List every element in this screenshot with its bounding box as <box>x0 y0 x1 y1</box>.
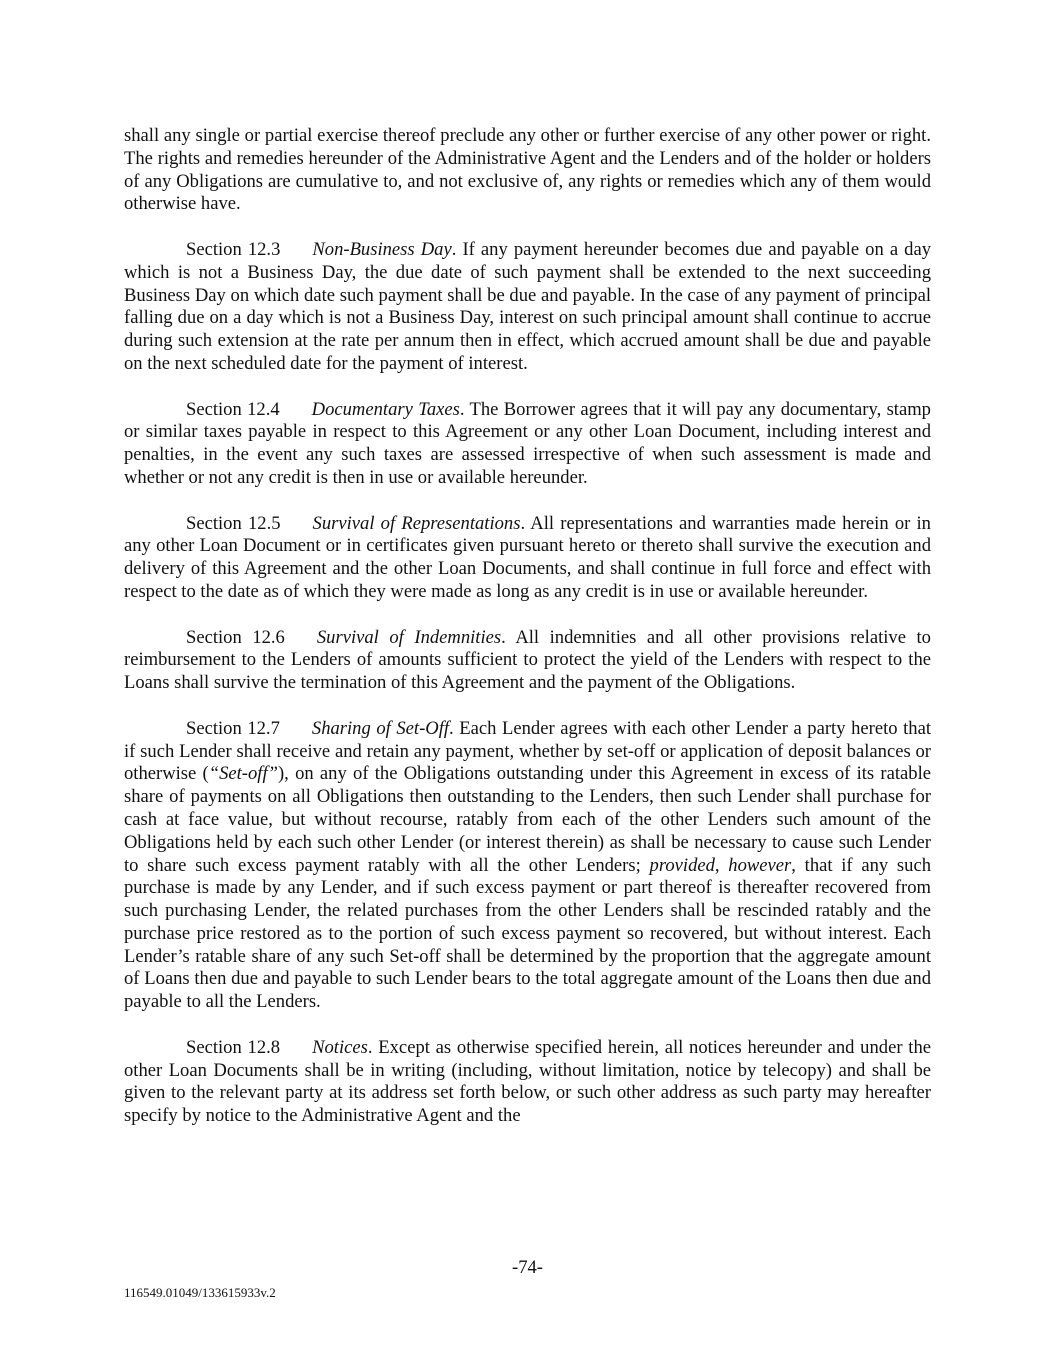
section-body-part: ), on any of the Obligations outstanding under this Agreement in excess of its ratable share of payments on all Obligations then outstanding to the Lenders, then such Lender shall purchase for cash at face value, but without recourse, ratably from each of the other Lenders such amount of the Obligations held by each such other Lender (or interest therein) as shall be necessary to cause such Lender to share such excess payment ratably with all the other Lenders; <box>124 763 931 876</box>
section-heading: Survival of Representations <box>312 512 521 534</box>
section-number: Section 12.6 <box>186 626 285 648</box>
defined-term-set-off: “Set-off” <box>208 763 278 785</box>
document-id: 116549.01049/133615933v.2 <box>124 1285 276 1300</box>
section-heading: Survival of Indemnities <box>316 626 502 648</box>
section-12-3: Section 12.3 Non-Business Day. If any payment hereunder becomes due and payable on a day which is not a Business Day, the due date of such payment shall be extended to the next succeeding Business Day on which date such payment shall be due and payable. In the case of any payment of principal falling due on a day which is not a Business Day, interest on such principal amount shall continue to accrue during such extension at the rate per annum then in effect, which accrued amount shall be due and payable on the next scheduled date for the payment of interest. <box>124 238 932 374</box>
section-number: Section 12.4 <box>186 398 280 420</box>
section-heading: Sharing of Set-Off <box>311 717 450 739</box>
proviso-provided: provided <box>649 854 715 876</box>
proviso-separator: , <box>714 854 729 876</box>
continuation-paragraph: shall any single or partial exercise thereof preclude any other or further exercise of any other power or right. The rights and remedies hereunder of the Administrative Agent and the Lenders and of the holder or holders of any Obligations are cumulative to, and not exclusive of, any rights or remedies which any of them would otherwise have. <box>124 125 931 215</box>
section-12-8: Section 12.8 Notices. Except as otherwise specified herein, all notices hereunder and under the other Loan Documents shall be in writing (including, without limitation, notice by telecopy) and shall be given to the relevant party at its address set forth below, or such other address as such party may hereafter specify by notice to the Administrative Agent and the <box>124 1036 931 1127</box>
section-body: If any payment hereunder becomes due and payable on a day which is not a Business Day, the due date of such payment shall be extended to the next succeeding Business Day on which date such payment shall be due and payable. In the case of any payment of principal falling due on a day which is not a Business Day, interest on such principal amount shall continue to accrue during such extension at the rate per annum then in effect, which accrued amount shall be due and payable on the next scheduled date for the payment of interest. <box>124 238 932 374</box>
document-body <box>124 125 931 1151</box>
section-heading: Non-Business Day <box>312 238 452 260</box>
section-12-6: Section 12.6 Survival of Indemnities. All indemnities and all other provisions relative to reimbursement to the Lenders of amounts sufficient to protect the yield of the Lenders with respect to the Loans shall survive the termination of this Agreement and the payment of the Obligations. <box>124 626 931 694</box>
section-body: Except as otherwise specified herein, all notices hereunder and under the other Loan Documents shall be in writing (including, without limitation, notice by telecopy) and shall be given to the relevant party at its address set forth below, or such other address as such party may hereafter specify by notice to the Administrative Agent and the <box>124 1036 931 1127</box>
section-body: The Borrower agrees that it will pay any documentary, stamp or similar taxes payable in respect to this Agreement or any other Loan Document, including interest and penalties, in the event any such taxes are assessed irrespective of when such assessment is made and whether or not any credit is then in use or available hereunder. <box>124 398 931 488</box>
section-body: All indemnities and all other provisions relative to reimbursement to the Lenders of amounts sufficient to protect the yield of the Lenders with respect to the Loans shall survive the termination of this Agreement and the payment of the Obligations. <box>124 626 931 694</box>
section-number: Section 12.5 <box>186 512 281 534</box>
section-number: Section 12.3 <box>186 238 281 260</box>
section-body-part: Each Lender agrees with each other Lender a party hereto that if such Lender shall receive and retain any payment, whether by set-off or application of deposit balances or otherwise ( <box>124 717 931 785</box>
section-number: Section 12.7 <box>186 717 280 739</box>
section-12-4: Section 12.4 Documentary Taxes. The Borrower agrees that it will pay any documentary, stamp or similar taxes payable in respect to this Agreement or any other Loan Document, including interest and penalties, in the event any such taxes are assessed irrespective of when such assessment is made and whether or not any credit is then in use or available hereunder. <box>124 398 931 488</box>
section-number: Section 12.8 <box>186 1036 281 1058</box>
proviso-however: however <box>728 854 792 876</box>
section-12-5: Section 12.5 Survival of Representations. All representations and warranties made herein or in any other Loan Document or in certificates given pursuant hereto or thereto shall survive the execution and delivery of this Agreement and the other Loan Documents, and shall continue in full force and effect with respect to the date as of which they were made as long as any credit is in use or available hereunder. <box>124 512 931 602</box>
section-heading: Documentary Taxes <box>311 398 460 420</box>
page-number: -74- <box>512 1257 543 1278</box>
section-heading: Notices <box>312 1036 368 1058</box>
section-body: All representations and warranties made herein or in any other Loan Document or in certificates given pursuant hereto or thereto shall survive the execution and delivery of this Agreement and the other Loan Documents, and shall continue in full force and effect with respect to the date as of which they were made as long as any credit is in use or available hereunder. <box>124 512 931 602</box>
section-body-part: , that if any such purchase is made by any Lender, and if such excess payment or part thereof is thereafter recovered from such purchasing Lender, the related purchases from the other Lenders shall be rescinded ratably and the purchase price restored as to the portion of such excess payment so recovered, but without interest. Each Lender’s ratable share of any such Set-off shall be determined by the proportion that the aggregate amount of Loans then due and payable to such Lender bears to the total aggregate amount of the Loans then due and payable to all the Lenders. <box>124 854 932 1013</box>
section-12-7: Section 12.7 Sharing of Set-Off. Each Lender agrees with each other Lender a party hereto that if such Lender shall receive and retain any payment, whether by set-off or application of deposit balances or otherwise (“Set-off”), on any of the Obligations outstanding under this Agreement in excess of its ratable share of payments on all Obligations then outstanding to the Lenders, then such Lender shall purchase for cash at face value, but without recourse, ratably from each of the other Lenders such amount of the Obligations held by each such other Lender (or interest therein) as shall be necessary to cause such Lender to share such excess payment ratably with all the other Lenders; provided, however, that if any such purchase is made by any Lender, and if such excess payment or part thereof is thereafter recovered from such purchasing Lender, the related purchases from the other Lenders shall be rescinded ratably and the purchase price restored as to the portion of such excess payment so recovered, but without interest. Each Lender’s ratable share of any such Set-off shall be determined by the proportion that the aggregate amount of Loans then due and payable to such Lender bears to the total aggregate amount of the Loans then due and payable to all the Lenders. <box>124 717 932 1013</box>
